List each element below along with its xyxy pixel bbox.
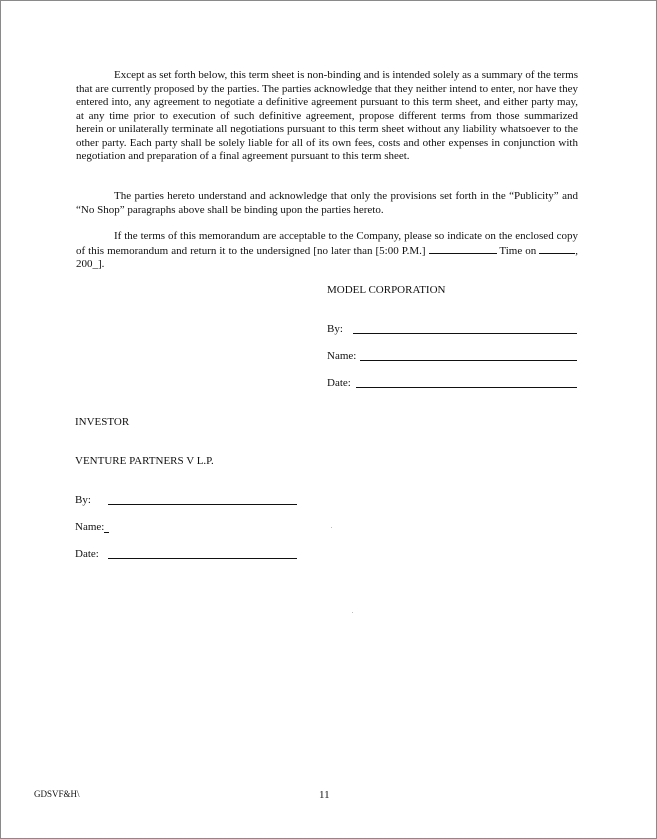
year-text: , 200_]. bbox=[76, 244, 579, 270]
company-date-line bbox=[356, 387, 577, 388]
investor-signature-line bbox=[108, 504, 297, 505]
investor-date-label: Date: bbox=[75, 548, 99, 560]
page-number: 11 bbox=[319, 789, 330, 801]
acceptance-paragraph bbox=[76, 230, 578, 272]
investor-name-label: Name: bbox=[75, 521, 105, 533]
scan-speck bbox=[352, 612, 353, 613]
investor-name-line bbox=[104, 532, 109, 533]
acceptance-text: If the terms of this memorandum are acceptable to the Company, please so indicate on the enclosed copy of this memorandum and return it to the undersigned [no later than [5:00 P.M.] bbox=[76, 230, 578, 257]
company-name-label: Name: bbox=[327, 350, 357, 362]
company-date-label: Date: bbox=[327, 377, 351, 389]
document-code: GDSVF&H\ bbox=[34, 789, 80, 799]
date-blank bbox=[539, 244, 575, 254]
time-blank bbox=[429, 244, 497, 254]
investor-heading: INVESTOR bbox=[75, 416, 130, 428]
investor-by-label: By: bbox=[75, 494, 91, 506]
company-by-label: By: bbox=[327, 323, 343, 335]
company-signature-line bbox=[353, 333, 577, 334]
time-on-text: Time on bbox=[499, 244, 537, 257]
company-name: MODEL CORPORATION bbox=[327, 284, 446, 296]
company-name-line bbox=[360, 360, 577, 361]
investor-name: VENTURE PARTNERS V L.P. bbox=[75, 455, 214, 467]
investor-date-line bbox=[108, 558, 297, 559]
scan-speck bbox=[331, 527, 332, 528]
nonbinding-paragraph: Except as set forth below, this term sheet is non-binding and is intended solely as a summary of the terms that are currently proposed by the parties. The parties acknowledge that they neither intend to enter, nor have they entered into, any agreement to negotiate a definitive agreement pursuant to this term sheet, and either party may, at any time prior to execution of such definitive agreement, propose different terms from those summarized herein or unilaterally terminate all negotiations pursuant to this term sheet without any liability whatsoever to the other party. Each party shall be solely liable for all of its own fees, costs and other expenses in conjunction with negotiation and preparation of a final agreement pursuant to this term sheet. bbox=[76, 69, 578, 162]
binding-provisions-paragraph: The parties hereto understand and acknowledge that only the provisions set forth in the “Publicity” and “No Shop” paragraphs above shall be binding upon the parties hereto. bbox=[76, 190, 578, 216]
